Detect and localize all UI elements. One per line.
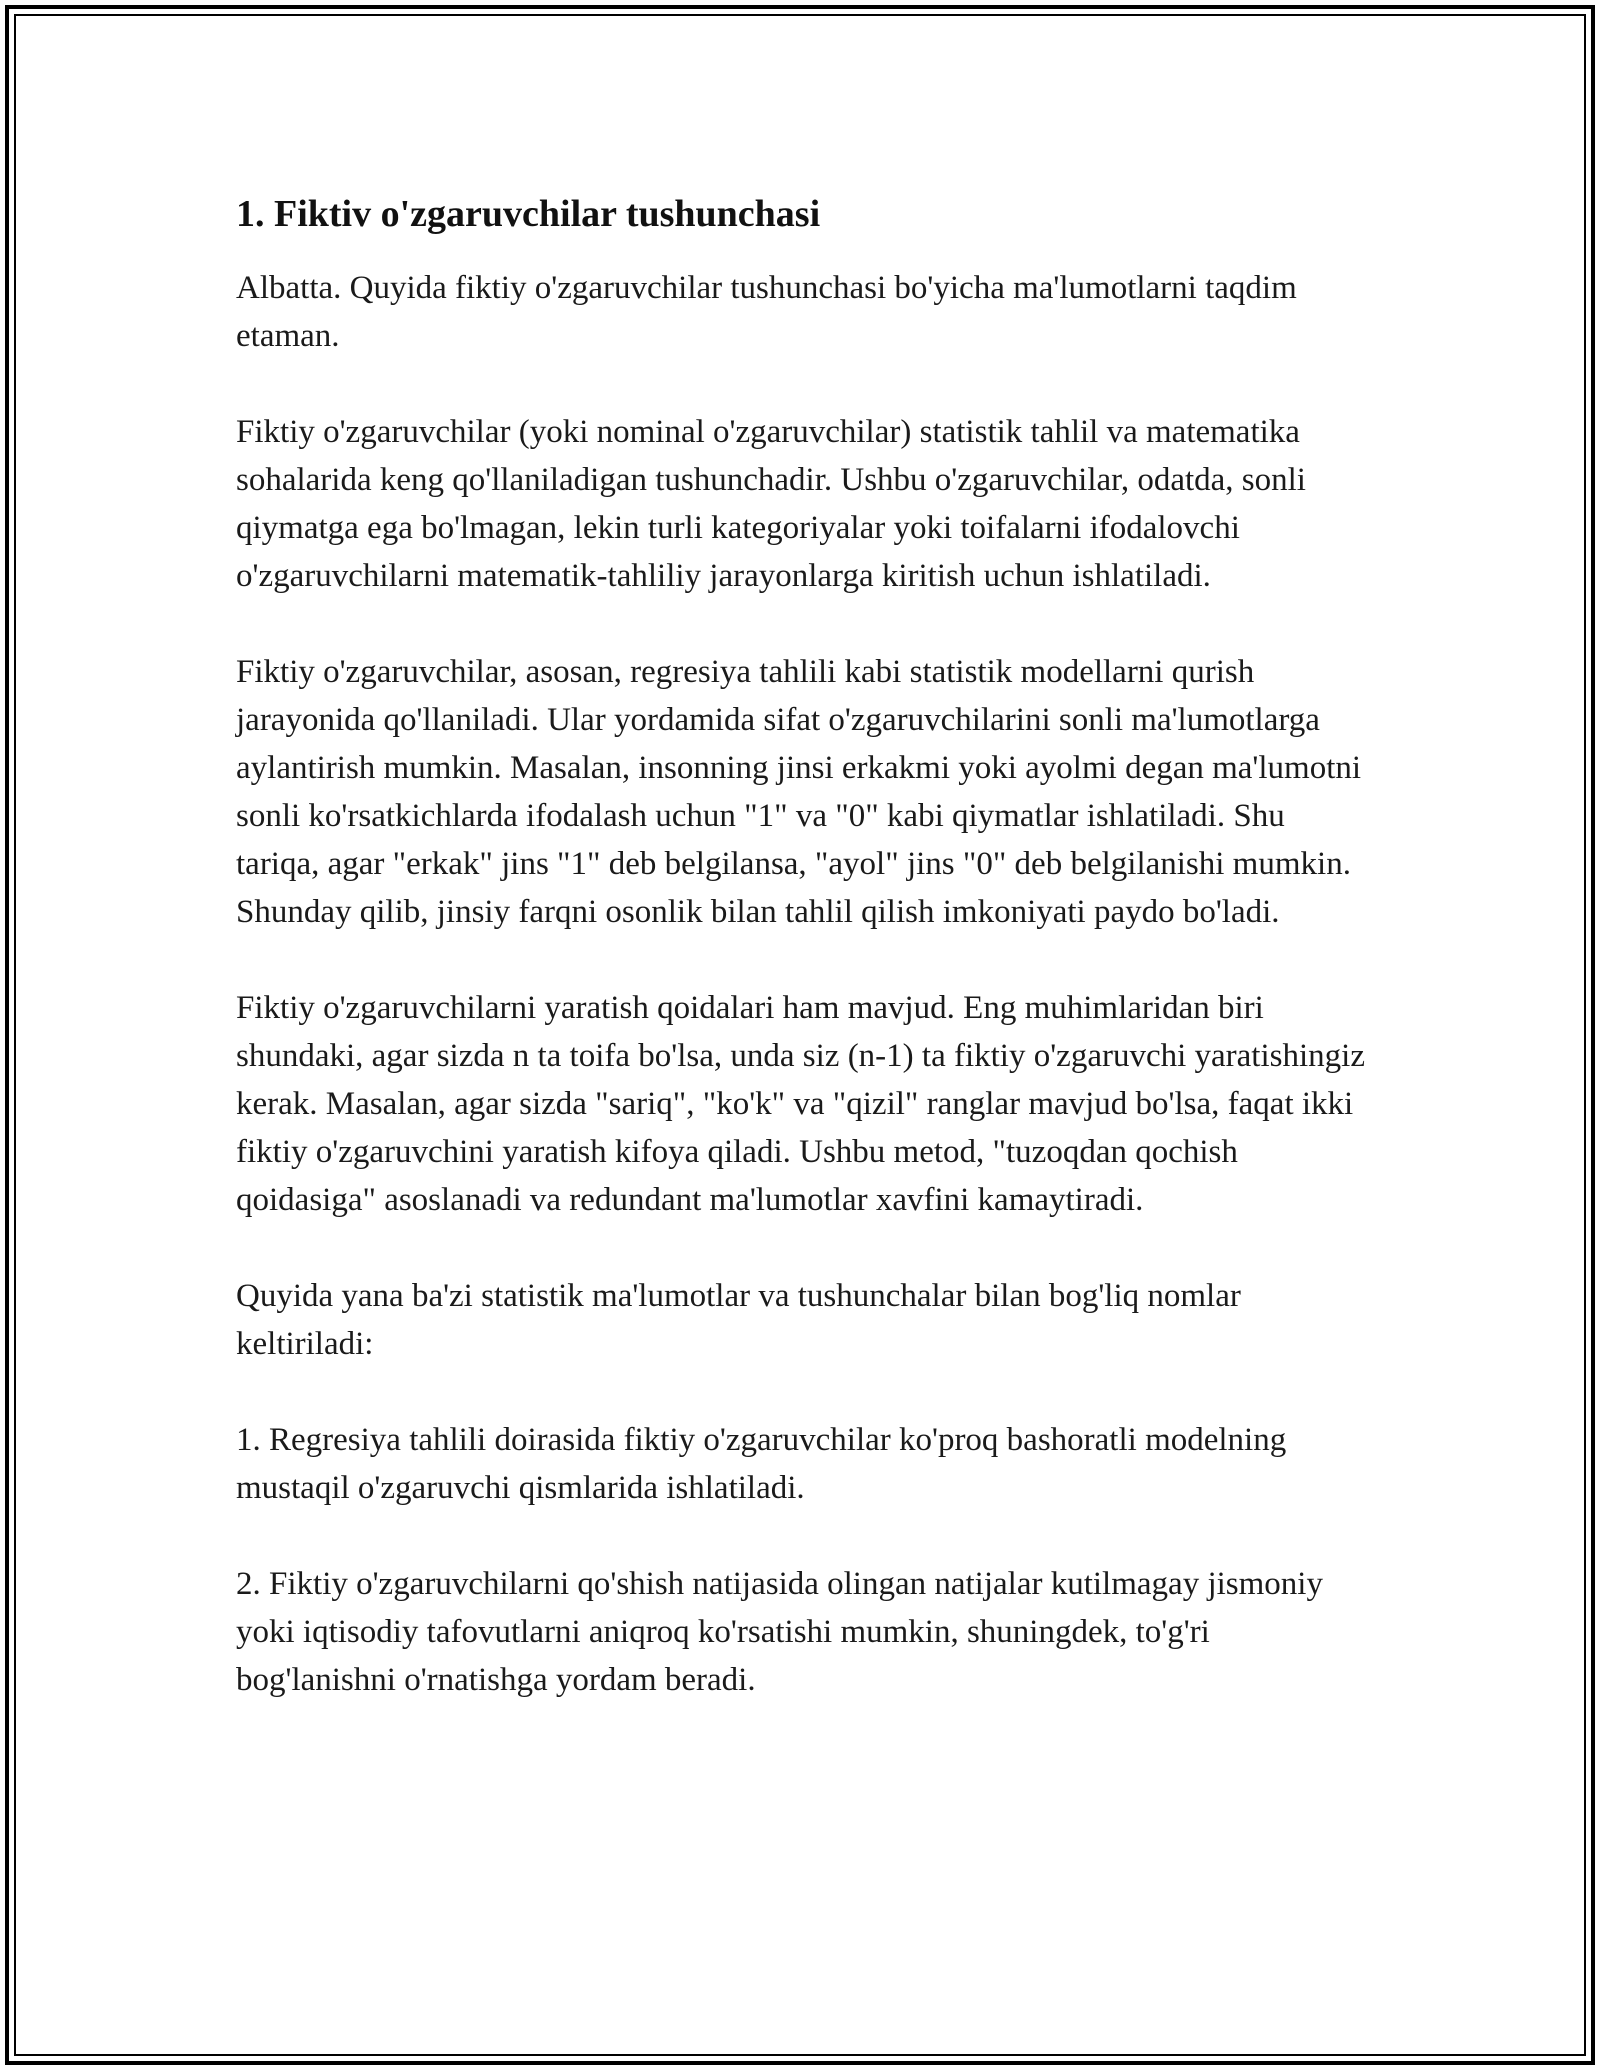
paragraph-rules: Fiktiy o'zgaruvchilarni yaratish qoidalari ham mavjud. Eng muhimlaridan biri shundaki, agar sizda n ta toifa bo'lsa, unda siz (n-1) ta fiktiy o'zgaruvchi yaratishingiz kerak. Masalan, agar sizda "sariq", "ko'k" va "qizil" ranglar mavjud bo'lsa, faqat ikki fiktiy o'zgaruvchini yaratish kifoya qiladi. Ushbu metod, "tuzoqdan qochish qoidasiga" asoslanadi va redundant ma'lumotlar xavfini kamaytiradi. (236, 990, 1365, 1218)
section-heading: 1. Fiktiv o'zgaruvchilar tushunchasi (236, 193, 821, 235)
list-item-1: 1. Regresiya tahlili doirasida fiktiy o'zgaruvchilar ko'proq bashoratli modelning mustaqil o'zgaruvchi qismlarida ishlatiladi. (236, 1422, 1287, 1506)
list-item-2: 2. Fiktiy o'zgaruvchilarni qo'shish natijasida olingan natijalar kutilmagay jismoniy yoki iqtisodiy tafovutlarni aniqroq ko'rsatishi mumkin, shuningdek, to'g'ri bog'lanishni o'rnatishga yordam beradi. (236, 1566, 1323, 1698)
paragraph-list-intro: Quyida yana ba'zi statistik ma'lumotlar va tushunchalar bilan bog'liq nomlar keltiriladi: (236, 1278, 1241, 1362)
paragraph-intro: Albatta. Quyida fiktiy o'zgaruvchilar tushunchasi bo'yicha ma'lumotlarni taqdim etaman. (236, 270, 1297, 354)
paragraph-usage: Fiktiy o'zgaruvchilar, asosan, regresiya tahlili kabi statistik modellarni qurish jarayonida qo'llaniladi. Ular yordamida sifat o'zgaruvchilarini sonli ma'lumotlarga aylantirish mumkin. Masalan, insonning jinsi erkakmi yoki ayolmi degan ma'lumotni sonli ko'rsatkichlarda ifodalash uchun "1" va "0" kabi qiymatlar ishlatiladi. Shu tariqa, agar "erkak" jins "1" deb belgilansa, "ayol" jins "0" deb belgilanishi mumkin. Shunday qilib, jinsiy farqni osonlik bilan tahlil qilish imkoniyati paydo bo'ladi. (236, 654, 1362, 930)
paragraph-definition: Fiktiy o'zgaruvchilar (yoki nominal o'zgaruvchilar) statistik tahlil va matematika sohalarida keng qo'llaniladigan tushunchadir. Ushbu o'zgaruvchilar, odatda, sonli qiymatga ega bo'lmagan, lekin turli kategoriyalar yoki toifalarni ifodalovchi o'zgaruvchilarni matematik-tahliliy jarayonlarga kiritish uchun ishlatiladi. (236, 414, 1306, 594)
document-body (236, 186, 1366, 1752)
